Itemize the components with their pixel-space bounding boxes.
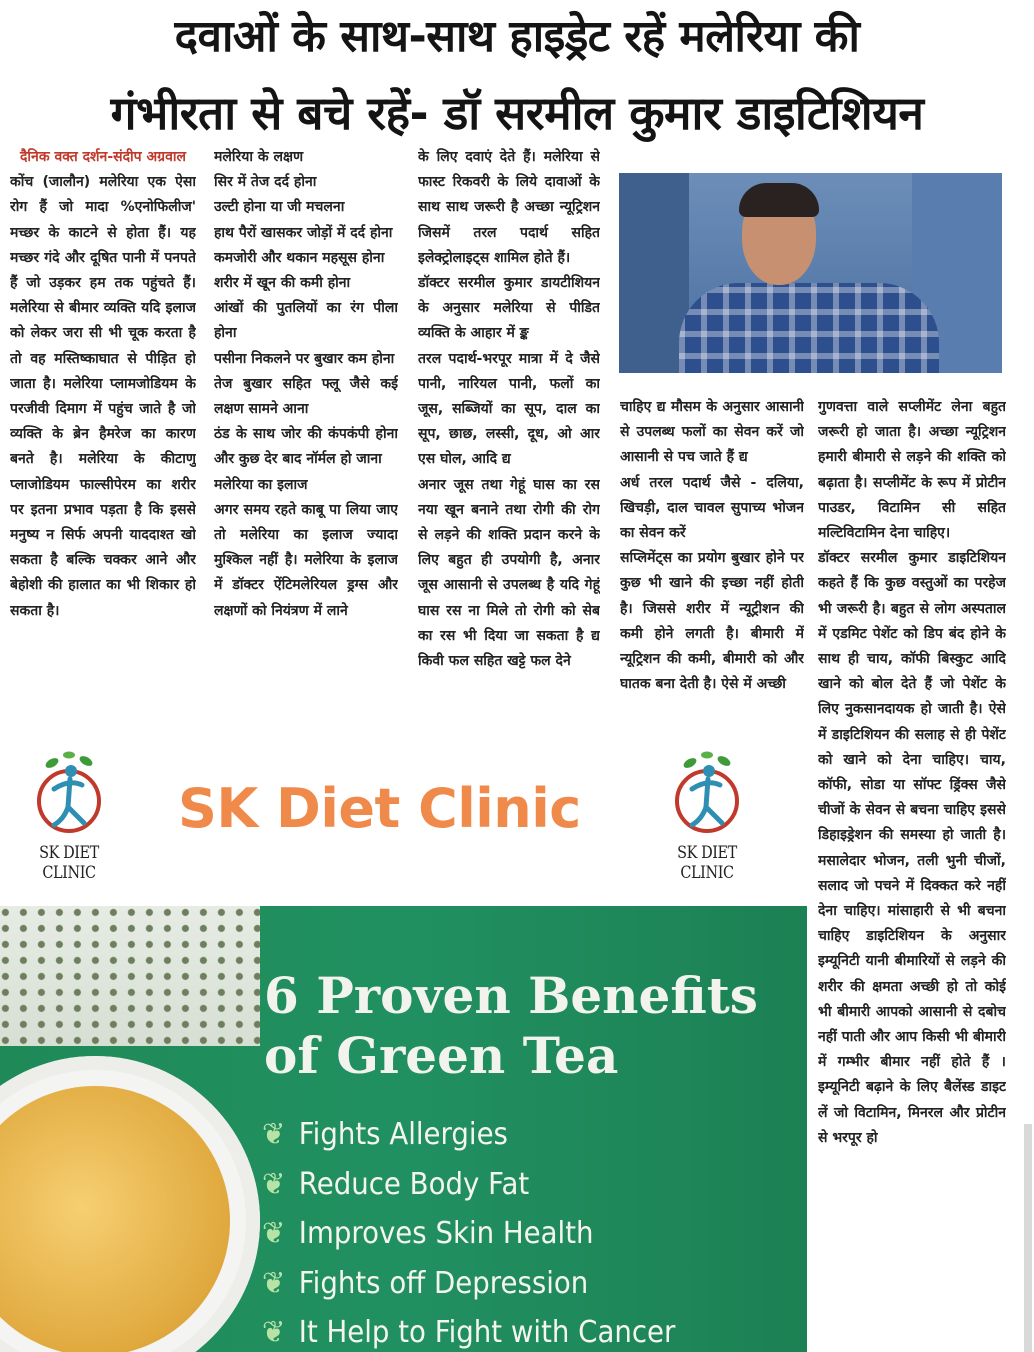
logo-emblem-icon	[662, 749, 752, 841]
column-3-paragraph: तरल पदार्थ-भरपूर मात्रा में दे जैसे पानी, नारियल पानी, फलों का जूस, सब्जियों का सूप, दाल का सूप, छाछ, लस्सी, दूध, ओ आर एस घोल, आदि द्य	[418, 350, 600, 468]
column-4-paragraph: चाहिए द्य मौसम के अनुसार आसानी से उपलब्ध फलों का सेवन करें जो आसानी से पच जाते हैं द्य	[620, 399, 804, 466]
benefit-label: Reduce Body Fat	[298, 1166, 530, 1202]
benefit-item	[262, 1259, 675, 1309]
column-5-paragraph: डॉक्टर सरमील कुमार डाइटिशियन कहते हैं कि कुछ वस्तुओं का परहेज भी जरूरी है। बहुत से लोग अस्पताल में एडमिट पेशेंट को डिप बंद होने के साथ ही चाय, कॉफी बिस्कुट आदि खाने को बोल देते हैं जो पेशेंट के लिए नुकसानदायक हो जाती है। ऐसे में डाइटिशियन की सलाह से ही पेशेंट को खाने को देना चाहिए। चाय, कॉफी, सोडा या सॉफ्ट ड्रिंक्स जैसे चीजों के सेवन से बचना चाहिए इससे डिहाइड्रेशन की समस्या हो जाती है। मसालेदार भोजन, तली भुनी चीजों, सलाद जो पचने में दिक्कत करे नहीं देना चाहिए। मांसाहारी से भी बचना चाहिए डाइटिशियन के अनुसार इम्यूनिटी यानी बीमारियों से लड़ने की शरीर की क्षमता अच्छी हो तो कोई भी बीमारी आपको आसानी से दबोच नहीं पाती और आप किसी भी बीमारी में गम्भीर बीमार नहीं होते हैं । इम्यूनिटी बढ़ाने के लिए बैलेंस्ड डाइट लें जो विटामिन, मिनरल और प्रोटीन से भरपूर हो	[818, 550, 1006, 1146]
sk-diet-clinic-logo	[652, 749, 762, 883]
article-column-4	[620, 395, 804, 743]
doctor-shirt	[679, 283, 939, 373]
byline: दैनिक वक्त दर्शन-संदीप अग्रवाल	[20, 149, 186, 165]
tea-ad-title-line-1: 6 Proven Benefits	[264, 966, 758, 1025]
symptom-item: पसीना निकलने पर बुखार कम होना	[214, 350, 395, 367]
clinic-name: SK Diet Clinic	[178, 777, 581, 840]
column-3-paragraph: अनार जूस तथा गेहूं घास का रस नया खून बनाने तथा रोगी की रोग से लड़ने की शक्ति प्रदान करने के लिए बहुत ही उपयोगी है, अनार जूस आसानी से उपलब्ध है यदि गेहूं घास रस ना मिले तो रोगी को सेब का रस भी दिया जा सकता है द्य किवी फल सहित खट्टे फल देने	[418, 476, 600, 670]
benefit-label: It Help to Fight with Cancer	[298, 1315, 676, 1350]
doctor-photo	[619, 173, 1002, 373]
article-column-5	[818, 395, 1006, 1325]
doctor-hair	[739, 183, 819, 217]
benefit-item	[262, 1110, 675, 1160]
logo-text: SK DIET CLINIC	[677, 843, 737, 883]
headline-line-2: गंभीरता से बचे रहें- डॉ सरमील कुमार डाइटिशियन	[110, 86, 924, 140]
column-3-paragraph: के लिए दवाएं देते हैं। मलेरिया से फास्ट रिकवरी के लिये दावाओं के साथ साथ जरूरी है अच्छा न्यूट्रिशन जिसमें तरल पदार्थ सहित इलेक्ट्रोलाइट्स शामिल होते हैं।	[418, 149, 600, 266]
headline-line-1: दवाओं के साथ-साथ हाइड्रेट रहें मलेरिया की	[174, 11, 860, 62]
benefit-label: Fights Allergies	[298, 1117, 508, 1152]
column-1-text: कोंच (जालौन) मलेरिया एक ऐसा रोग हैं जो मादा %एनोफिलीज' मच्छर के काटने से होता हैं। यह मच्छर गंदे और दूषित पानी में पनपते हैं जो उड़कर हम तक पहुंचते हैं। मलेरिया से बीमार व्यक्ति यदि इलाज को लेकर जरा सी भी चूक करता है तो वह मस्तिष्काघात से पीड़ित हो जाता है। मलेरिया प्लामजोडियम के परजीवी दिमाग में पहुंच जाते है जो व्यक्ति के ब्रेन हैमरेज का कारण बनते है। मलेरिया के कीटाणु प्लाजोडियम फाल्सीपेरम का शरीर पर इतना प्रभाव पड़ता है कि इससे मनुष्य न सिर्फ अपनी याददाश्त खो सकता है बल्कि चक्कर आने और बेहोशी की हालात का भी शिकार हो सकता है।	[10, 174, 196, 619]
leaf-bullet-icon: ❦	[262, 1117, 286, 1152]
sk-diet-clinic-logo	[14, 749, 124, 883]
leaf-bullet-icon: ❦	[262, 1216, 286, 1251]
symptoms-heading: मलेरिया के लक्षण	[214, 149, 304, 165]
column-4-paragraph: अर्ध तरल पदार्थ जैसे - दलिया, खिचड़ी, दाल चावल सुपाच्य भोजन का सेवन करें	[620, 474, 804, 542]
article-column-2	[214, 145, 398, 743]
tea-ad-title	[264, 966, 758, 1086]
article-column-3	[418, 145, 600, 743]
symptom-item: शरीर में खून की कमी होना	[214, 275, 351, 292]
tea-leaves-image	[0, 906, 260, 1046]
logo-emblem-icon	[24, 749, 114, 841]
symptom-item: तेज बुखार सहित फ्लू जैसे कई लक्षण सामने आना	[214, 375, 398, 418]
symptom-item: ठंड के साथ जोर की कंपकंपी होना और कुछ देर बाद नॉर्मल हो जाना	[214, 426, 398, 468]
logo-text: SK DIET CLINIC	[39, 843, 99, 883]
scrollbar[interactable]	[1024, 1124, 1032, 1352]
leaf-bullet-icon: ❦	[262, 1265, 286, 1301]
tea-ad-title-line-2: of Green Tea	[264, 1026, 619, 1085]
column-4-paragraph: सप्लिमेंट्स का प्रयोग बुखार होने पर कुछ भी खाने की इच्छा नहीं होती है। जिससे शरीर में न्यूट्रीशन की कमी होने लगती है। बीमारी में न्यूट्रिशन की कमी, बीमारी को और घातक बना देती है। ऐसे में अच्छी	[620, 550, 804, 693]
treatment-text: अगर समय रहते काबू पा लिया जाए तो मलेरिया का इलाज ज्यादा मुश्किल नहीं है। मलेरिया के इलाज में डॉक्टर ऐंटिमलेरियल ड्रग्स और लक्षणों को नियंत्रण में लाने	[214, 501, 398, 619]
leaf-bullet-icon: ❦	[262, 1166, 286, 1202]
symptom-item: कमजोरी और थकान महसूस होना	[214, 249, 385, 266]
symptom-item: आंखों की पुतलियों का रंग पीला होना	[214, 300, 398, 342]
benefit-label: Improves Skin Health	[298, 1216, 594, 1251]
clinic-banner	[0, 743, 810, 913]
article-column-1	[10, 145, 196, 743]
benefit-item	[262, 1160, 675, 1210]
symptom-item: हाथ पैरों खासकर जोड़ों में दर्द होना	[214, 224, 393, 241]
green-tea-ad	[0, 906, 807, 1352]
benefit-item	[262, 1209, 675, 1259]
symptom-item: उल्टी होना या जी मचलना	[214, 199, 345, 216]
benefit-item	[262, 1308, 675, 1352]
column-5-paragraph: गुणवत्ता वाले सप्लीमेंट लेना बहुत जरूरी हो जाता है। अच्छा न्यूट्रिशन हमारी बीमारी से लड़ने की शक्ति को बढ़ाता है। सप्लीमेंट के रूप में प्रोटीन पाउडर, विटामिन सी सहित मल्टिविटामिन देना चाहिए।	[818, 399, 1006, 542]
symptom-item: सिर में तेज दर्द होना	[214, 174, 317, 191]
leaf-bullet-icon: ❦	[262, 1315, 286, 1350]
column-3-paragraph: डॉक्टर सरमील कुमार डायटीशियन के अनुसार मलेरिया से पीडित व्यक्ति के आहार में ङ्क	[418, 275, 600, 342]
benefit-label: Fights off Depression	[298, 1265, 589, 1301]
treatment-heading: मलेरिया का इलाज	[214, 476, 308, 493]
benefits-list	[262, 1110, 711, 1352]
